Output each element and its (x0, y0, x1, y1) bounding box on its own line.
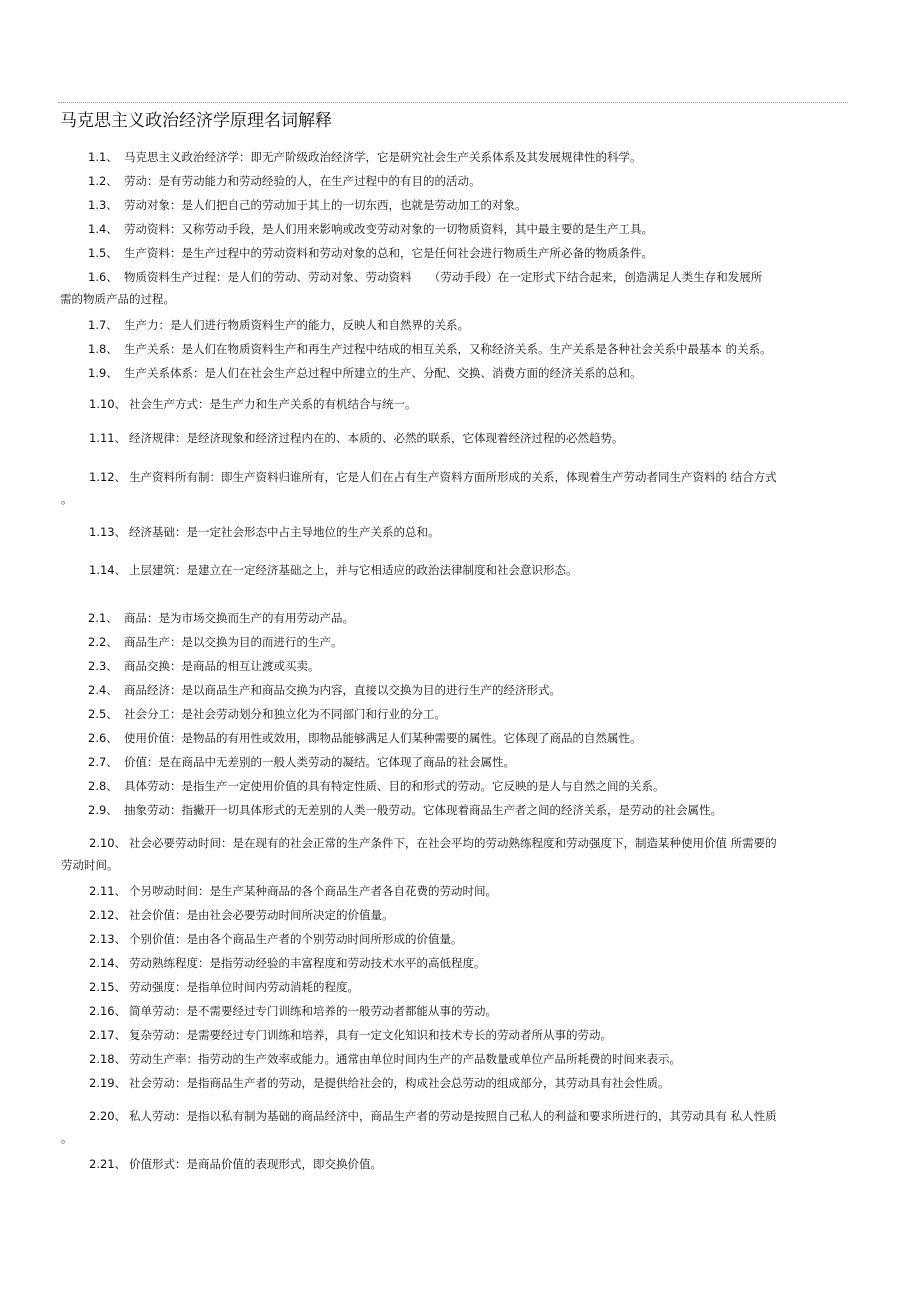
entry-number: 2.7、 (88, 755, 118, 769)
entry-term: 劳动资料： (124, 222, 182, 236)
entry-number: 2.9、 (88, 803, 118, 817)
glossary-entry (89, 1072, 841, 1094)
glossary-entry (89, 976, 841, 998)
entry-term: 劳动对象： (124, 198, 182, 212)
entry-number: 2.6、 (88, 731, 118, 745)
entry-number: 1.9、 (88, 366, 118, 380)
glossary-entry (89, 1000, 841, 1022)
entry-term: 商品生产： (124, 635, 182, 649)
entry-term: 生产力： (124, 318, 170, 332)
entry-definition: 是指以私有制为基础的商品经济中，商品生产者的劳动是按照自己私人的利益和要求所进行的，其劳动具有 私人性质 (186, 1109, 777, 1123)
entry-number: 2.5、 (88, 707, 118, 721)
entry-term: 价值形式： (129, 1157, 187, 1171)
entry-definition: 是为市场交换而生产的有用劳动产品。 (158, 611, 354, 625)
glossary-entry (88, 727, 840, 749)
entry-definition: 是由各个商品生产者的个别劳动时间所形成的价值量。 (186, 932, 463, 946)
entry-term: 生产关系： (124, 342, 182, 356)
entry-term: 简单劳动： (129, 1004, 187, 1018)
glossary-entry (61, 466, 841, 506)
entry-definition: 是社会劳动划分和独立化为不同部门和行业的分工。 (181, 707, 446, 721)
header-rule (58, 102, 848, 103)
entry-term: 抽象劳动： (124, 803, 182, 817)
entry-definition: 是需要经过专门训练和培养，具有一定文化知识和技术专长的劳动者所从事的劳动。 (186, 1028, 612, 1042)
glossary-entry (88, 775, 840, 797)
entry-definition: 是以商品生产和商品交换为内容，直接以交换为目的进行生产的经济形式。 (181, 683, 561, 697)
entry-definition: 是人们进行物质资料生产的能力，反映人和自然界的关系。 (170, 318, 469, 332)
page-title: 马克思主义政治经济学原理名词解释 (60, 111, 332, 131)
glossary-entry (61, 832, 841, 872)
glossary-entry (89, 880, 841, 902)
entry-definition: 是生产某种商品的各个商品生产者各自花费的劳动时间。 (209, 884, 497, 898)
entry-term: 社会分工： (124, 707, 182, 721)
entry-number: 1.3、 (88, 198, 118, 212)
glossary-entry (88, 655, 840, 677)
entry-definition: 是商品价值的表现形式，即交换价值。 (186, 1157, 382, 1171)
glossary-entry (88, 338, 840, 360)
glossary-entry (88, 146, 840, 168)
entry-term: 马克思主义政治经济学： (124, 150, 251, 164)
entry-term: 具体劳动： (124, 779, 182, 793)
entry-number: 1.7、 (88, 318, 118, 332)
entry-definition: 是由社会必要劳动时间所决定的价值量。 (186, 908, 394, 922)
entry-term: 社会生产方式： (129, 397, 210, 411)
entry-number: 2.11、 (89, 884, 127, 898)
entry-number: 2.18、 (89, 1052, 127, 1066)
entry-number: 2.10、 (89, 836, 127, 850)
entry-definition: 是人们的劳动、劳动对象、劳动资料 （劳动手段）在一定形式下结合起来，创造满足人类生存和发展所 (227, 270, 763, 284)
entry-continuation: 需的物质产品的过程。 (60, 292, 175, 306)
entry-number: 2.4、 (88, 683, 118, 697)
entry-term: 价值： (124, 755, 159, 769)
entry-term: 复杂劳动： (129, 1028, 187, 1042)
entry-continuation: 。 (61, 492, 73, 506)
entry-number: 1.12、 (89, 470, 127, 484)
entry-continuation: 。 (61, 1131, 73, 1145)
entry-definition: 是不需要经过专门训练和培养的一般劳动者都能从事的劳动。 (186, 1004, 497, 1018)
entry-number: 1.10、 (89, 397, 127, 411)
entry-term: 个别价值： (129, 932, 187, 946)
entry-definition: 是指生产一定使用价值的具有特定性质、目的和形式的劳动。它反映的是人与自然之间的关系。 (181, 779, 665, 793)
entry-definition: 即无产阶级政治经济学，它是研究社会生产关系体系及其发展规律性的科学。 (250, 150, 642, 164)
entry-definition: 指劳动的生产效率或能力。通常由单位时间内生产的产品数量或单位产品所耗费的时间来表示。 (198, 1052, 681, 1066)
entry-term: 社会必要劳动时间： (129, 836, 233, 850)
glossary-entry (89, 904, 841, 926)
glossary-entry (88, 631, 840, 653)
entry-number: 1.11、 (89, 431, 127, 445)
entry-definition: 是有劳动能力和劳动经验的人，在生产过程中的有目的的活动。 (158, 174, 481, 188)
entry-term: 劳动生产率： (129, 1052, 198, 1066)
entry-number: 2.1、 (88, 611, 118, 625)
entry-definition: 是经济现象和经济过程内在的、本质的、必然的联系，它体现着经济过程的必然趋势。 (186, 431, 624, 445)
entry-number: 1.1、 (88, 150, 118, 164)
entry-term: 社会价值： (129, 908, 187, 922)
entry-term: 劳动熟练程度： (129, 956, 210, 970)
entry-term: 物质资料生产过程： (124, 270, 228, 284)
entry-definition: 是在现有的社会正常的生产条件下，在社会平均的劳动熟练程度和劳动强度下，制造某种使用价值 所需要的 (232, 836, 777, 850)
glossary-entry (89, 427, 841, 449)
entry-definition: 是一定社会形态中占主导地位的生产关系的总和。 (186, 525, 440, 539)
entry-definition: 是指单位时间内劳动消耗的程度。 (186, 980, 359, 994)
entry-term: 商品交换： (124, 659, 182, 673)
glossary-entry (88, 314, 840, 336)
entry-number: 1.13、 (89, 525, 127, 539)
glossary-entry (88, 799, 840, 821)
entry-term: 经济规律： (129, 431, 187, 445)
glossary-entry (89, 952, 841, 974)
entry-term: 经济基础： (129, 525, 187, 539)
glossary-entry (89, 559, 841, 581)
entry-number: 2.3、 (88, 659, 118, 673)
entry-number: 2.14、 (89, 956, 127, 970)
entry-term: 上层建筑： (129, 563, 187, 577)
entry-definition: 是指商品生产者的劳动，是提供给社会的，构成社会总劳动的组成部分，其劳动具有社会性质。 (186, 1076, 670, 1090)
entry-definition: 是指劳动经验的丰富程度和劳动技术水平的高低程度。 (209, 956, 486, 970)
glossary-entry (89, 1024, 841, 1046)
glossary-entry (88, 242, 840, 264)
glossary-entry (88, 170, 840, 192)
entry-definition: 是以交换为目的而进行的生产。 (181, 635, 343, 649)
glossary-entry (89, 1048, 841, 1070)
entry-number: 1.6、 (88, 270, 118, 284)
entry-number: 2.17、 (89, 1028, 127, 1042)
entry-number: 1.4、 (88, 222, 118, 236)
entry-definition: 是物品的有用性或效用，即物品能够满足人们某种需要的属性。它体现了商品的自然属性。 (181, 731, 642, 745)
entry-definition: 是人们在社会生产总过程中所建立的生产、分配、交换、消费方面的经济关系的总和。 (204, 366, 642, 380)
entry-term: 商品经济： (124, 683, 182, 697)
entry-number: 2.13、 (89, 932, 127, 946)
entry-number: 2.16、 (89, 1004, 127, 1018)
entry-number: 1.8、 (88, 342, 118, 356)
entry-definition: 是人们在物质资料生产和再生产过程中结成的相互关系，又称经济关系。生产关系是各种社会关系中最基本 的关系。 (181, 342, 772, 356)
entry-number: 1.5、 (88, 246, 118, 260)
entry-number: 2.12、 (89, 908, 127, 922)
entry-number: 1.2、 (88, 174, 118, 188)
entry-term: 使用价值： (124, 731, 182, 745)
glossary-entry (88, 679, 840, 701)
entry-term: 生产关系体系： (124, 366, 205, 380)
glossary-entry (88, 703, 840, 725)
entry-number: 2.21、 (89, 1157, 127, 1171)
entry-number: 2.20、 (89, 1109, 127, 1123)
glossary-entry (89, 521, 841, 543)
entry-number: 2.15、 (89, 980, 127, 994)
entry-term: 劳动强度： (129, 980, 187, 994)
glossary-entry (88, 362, 840, 384)
entry-term: 社会劳动： (129, 1076, 187, 1090)
entry-term: 个另哕动时间： (129, 884, 210, 898)
glossary-entry (89, 393, 841, 415)
entry-term: 私人劳动： (129, 1109, 187, 1123)
entry-definition: 即生产资料归谁所有，它是人们在占有生产资料方面所形成的关系，体现着生产劳动者同生产资料的 结合方式 (221, 470, 777, 484)
glossary-entry (89, 928, 841, 950)
glossary-entry (88, 751, 840, 773)
entry-continuation: 劳动时间。 (61, 858, 119, 872)
glossary-entry (61, 1105, 841, 1145)
entry-definition: 是生产力和生产关系的有机结合与统一。 (209, 397, 417, 411)
entry-number: 2.8、 (88, 779, 118, 793)
glossary-entry (89, 1153, 841, 1175)
entry-definition: 是商品的相互让渡或买卖。 (181, 659, 320, 673)
entry-number: 1.14、 (89, 563, 127, 577)
glossary-entry (88, 218, 840, 240)
glossary-entry (60, 266, 840, 306)
entry-definition: 又称劳动手段，是人们用来影响或改变劳动对象的一切物质资料，其中最主要的是生产工具。 (181, 222, 653, 236)
entry-definition: 是在商品中无差别的一般人类劳动的凝结。它体现了商品的社会属性。 (158, 755, 515, 769)
entry-term: 生产资料所有制： (129, 470, 221, 484)
entry-definition: 是人们把自己的劳动加于其上的一切东西，也就是劳动加工的对象。 (181, 198, 527, 212)
glossary-entry (88, 194, 840, 216)
entry-term: 生产资料： (124, 246, 182, 260)
entry-term: 商品： (124, 611, 159, 625)
glossary-entry (88, 607, 840, 629)
entry-number: 2.19、 (89, 1076, 127, 1090)
entry-term: 劳动： (124, 174, 159, 188)
entry-definition: 指撇开一切具体形式的无差别的人类一般劳动。它体现着商品生产者之间的经济关系，是劳动的社会属性。 (181, 803, 722, 817)
entry-number: 2.2、 (88, 635, 118, 649)
entry-definition: 是生产过程中的劳动资料和劳动对象的总和，它是任何社会进行物质生产所必备的物质条件。 (181, 246, 653, 260)
entry-definition: 是建立在一定经济基础之上，并与它相适应的政治法律制度和社会意识形态。 (186, 563, 578, 577)
